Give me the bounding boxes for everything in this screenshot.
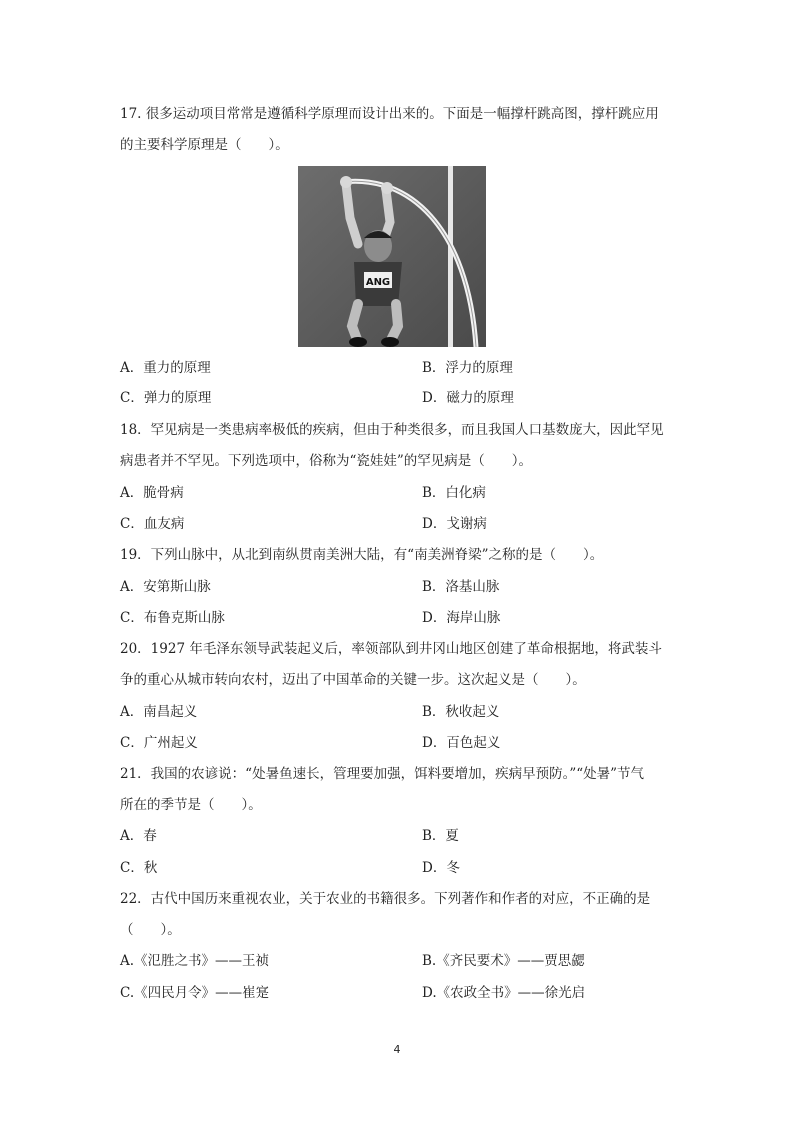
page-number: 4	[393, 1043, 401, 1056]
question-19-option-d: D．海岸山脉	[422, 610, 501, 626]
question-19-option-b: B．洛基山脉	[422, 579, 500, 595]
question-17-option-c: C．弹力的原理	[120, 390, 212, 406]
question-18-text-line-2: 病患者并不罕见。下列选项中，俗称为“瓷娃娃”的罕见病是（ ）。	[120, 453, 533, 469]
question-21-option-a: A．春	[120, 828, 157, 844]
question-19-option-c: C．布鲁克斯山脉	[120, 610, 225, 626]
question-21-option-d: D．冬	[422, 860, 460, 876]
question-21-option-b: B．夏	[422, 828, 459, 844]
question-22-option-a: A.《氾胜之书》——王祯	[120, 953, 270, 969]
question-21-text-line-1: 21．我国的农谚说：“处暑鱼速长，管理要加强，饵料要增加，疾病早预防。”“处暑”节气	[120, 766, 645, 782]
question-20-option-c: C．广州起义	[120, 735, 198, 751]
question-19-text-line-1: 19．下列山脉中，从北到南纵贯南美洲大陆，有“南美洲脊梁”之称的是（ ）。	[120, 547, 604, 563]
question-17-text-line-2: 的主要科学原理是（ ）。	[120, 137, 289, 153]
question-18-option-b: B．白化病	[422, 485, 486, 501]
question-18-text-line-1: 18．罕见病是一类患病率极低的疾病，但由于种类很多，而且我国人口基数庞大，因此罕见	[120, 422, 664, 438]
jersey-bib-text: ANG	[365, 277, 391, 288]
question-22-text-line-2: （ ）。	[120, 922, 181, 938]
question-21-option-c: C．秋	[120, 860, 158, 876]
question-17-text-line-1: 17. 很多运动项目常常是遵循科学原理而设计出来的。下面是一幅撑杆跳高图，撑杆跳应用	[120, 106, 659, 122]
question-20-text-line-1: 20．1927 年毛泽东领导武装起义后，率领部队到井冈山地区创建了革命根据地，将武装斗	[120, 641, 662, 657]
question-18-option-c: C．血友病	[120, 516, 185, 532]
question-22-option-d: D.《农政全书》——徐光启	[422, 985, 586, 1001]
question-19-option-a: A．安第斯山脉	[120, 579, 211, 595]
question-17-option-d: D．磁力的原理	[422, 390, 514, 406]
question-18-option-d: D．戈谢病	[422, 516, 487, 532]
question-17-option-b: B．浮力的原理	[422, 360, 513, 376]
question-22-text-line-1: 22．古代中国历来重视农业，关于农业的书籍很多。下列著作和作者的对应，不正确的是	[120, 891, 651, 907]
question-20-option-d: D．百色起义	[422, 735, 501, 751]
question-20-option-b: B．秋收起义	[422, 704, 500, 720]
question-21-text-line-2: 所在的季节是（ ）。	[120, 797, 262, 813]
question-18-option-a: A．脆骨病	[120, 485, 184, 501]
question-22-option-b: B.《齐民要术》——贾思勰	[422, 953, 585, 969]
pole-vault-photo	[298, 166, 486, 347]
question-20-text-line-2: 争的重心从城市转向农村，迈出了中国革命的关键一步。这次起义是（ ）。	[120, 672, 586, 688]
question-20-option-a: A．南昌起义	[120, 704, 198, 720]
question-17-option-a: A．重力的原理	[120, 360, 211, 376]
question-22-option-c: C.《四民月令》——崔寔	[120, 985, 270, 1001]
